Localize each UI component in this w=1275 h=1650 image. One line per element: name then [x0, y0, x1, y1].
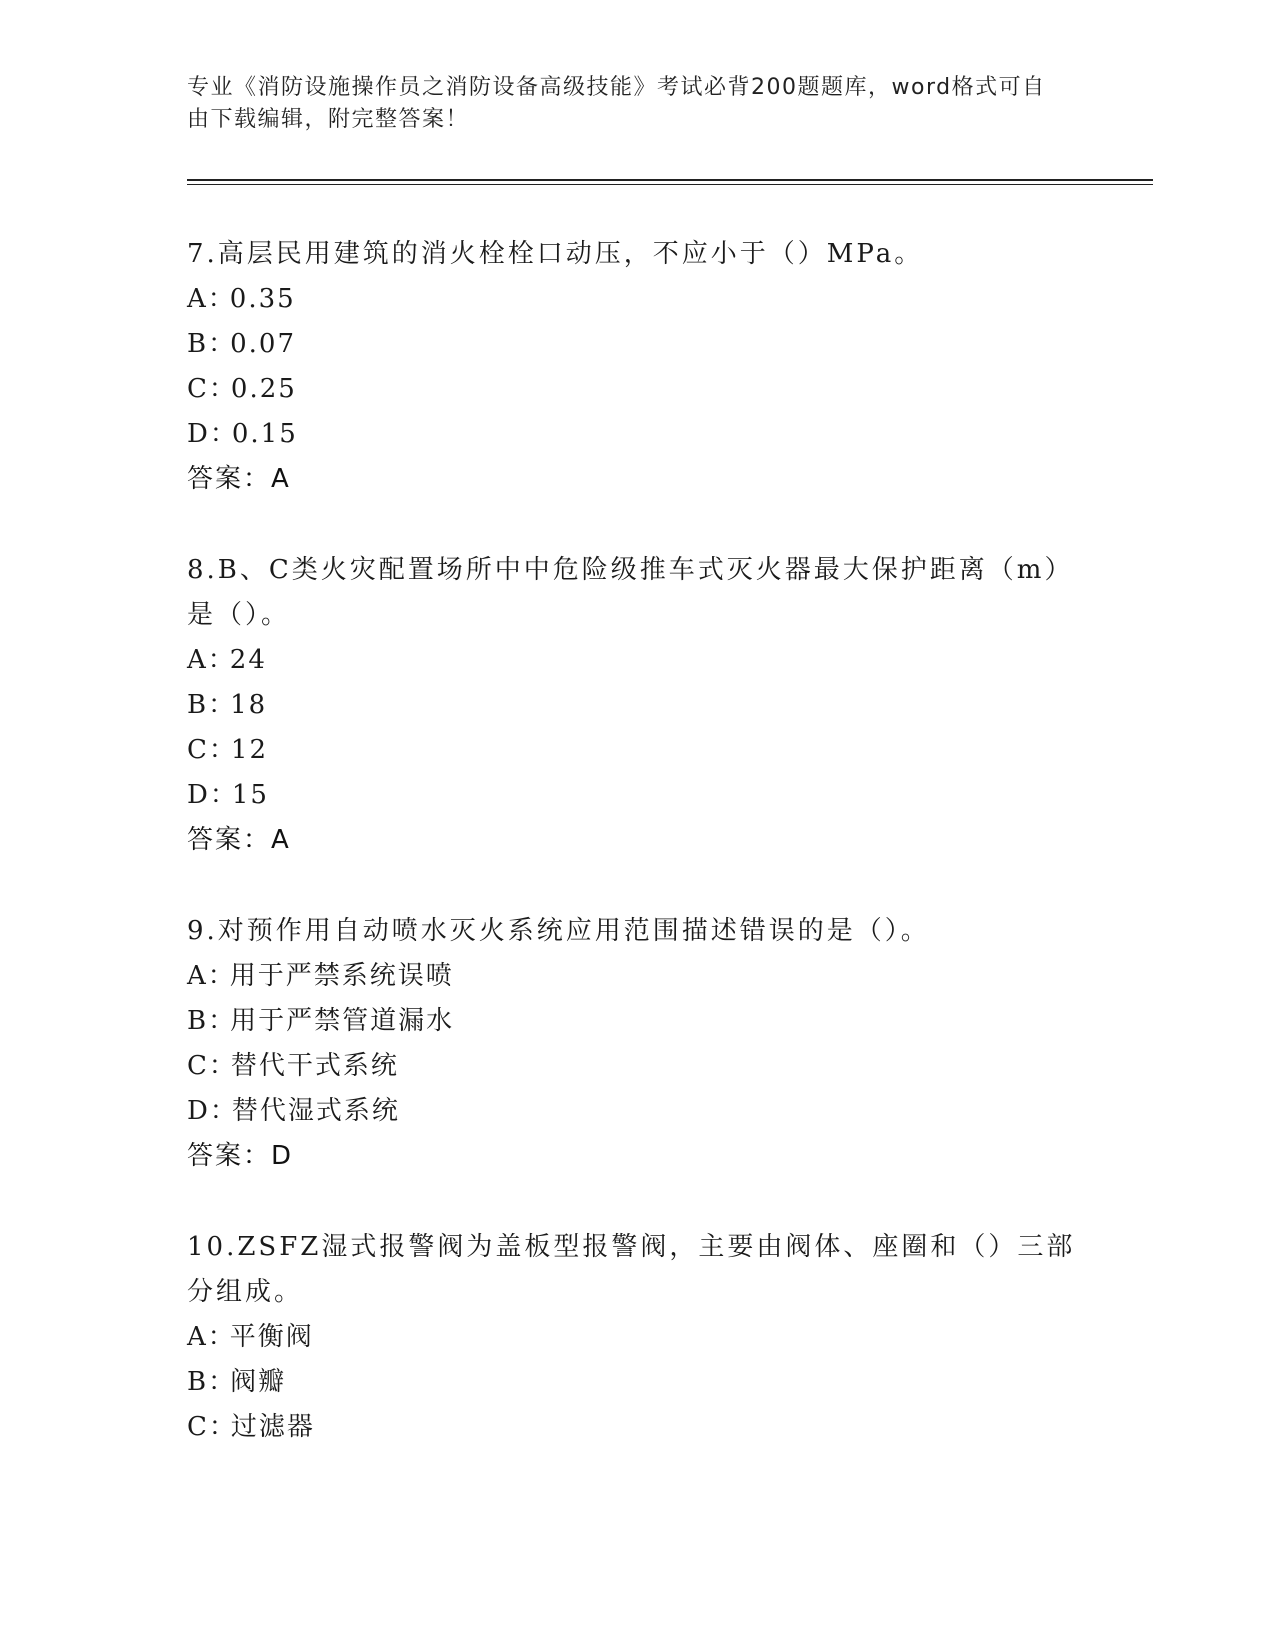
question-stem: 7.高层民用建筑的消火栓栓口动压，不应小于（）MPa。 [187, 239, 924, 269]
option-text: 用于严禁系统误喷 [229, 961, 454, 991]
option-key: A [187, 284, 208, 314]
option-separator: ： [209, 780, 238, 810]
answer-option [187, 412, 1087, 457]
option-separator: ： [207, 961, 236, 991]
answer-key: 答案：A [187, 464, 291, 494]
question-item [187, 232, 1087, 502]
option-separator: ： [208, 1367, 237, 1397]
answer-option [187, 1315, 1087, 1360]
question-item [187, 909, 1087, 1179]
answer-option [187, 999, 1087, 1044]
option-separator: ： [209, 419, 238, 449]
answer-option [187, 954, 1087, 999]
answer-option [187, 1044, 1087, 1089]
option-text: 15 [231, 780, 269, 810]
answer-option [187, 773, 1087, 818]
question-stem: 8.B、C类火灾配置场所中中危险级推车式灭火器最大保护距离（m）是（）。 [187, 555, 1074, 630]
option-text: 替代干式系统 [230, 1051, 399, 1081]
option-separator: ： [208, 1006, 237, 1036]
option-separator: ： [207, 645, 236, 675]
question-item [187, 1225, 1087, 1450]
option-text: 替代湿式系统 [231, 1096, 400, 1126]
option-key: B [187, 1006, 209, 1036]
option-separator: ： [208, 690, 237, 720]
answer-option [187, 683, 1087, 728]
option-key: D [187, 1096, 210, 1126]
option-text: 0.25 [230, 374, 297, 404]
option-text: 0.07 [230, 329, 296, 359]
document-intro: 专业《消防设施操作员之消防设备高级技能》考试必背200题题库，word格式可自由下载编辑，附完整答案！ [187, 75, 1046, 132]
option-text: 阀瓣 [230, 1367, 287, 1397]
question-stem: 9.对预作用自动喷水灭火系统应用范围描述错误的是（）。 [187, 916, 930, 946]
option-key: C [187, 374, 209, 404]
header-divider-thin [187, 184, 1153, 185]
option-separator: ： [208, 1412, 237, 1442]
option-text: 0.15 [231, 419, 298, 449]
option-key: B [187, 329, 209, 359]
option-separator: ： [208, 329, 237, 359]
answer-option [187, 322, 1087, 367]
header-divider-thick [187, 179, 1153, 181]
option-text: 过滤器 [230, 1412, 315, 1442]
answer-option [187, 1405, 1087, 1450]
option-text: 0.35 [229, 284, 296, 314]
option-text: 18 [230, 690, 268, 720]
option-key: D [187, 419, 210, 449]
option-text: 平衡阀 [229, 1322, 314, 1352]
option-key: C [187, 1412, 209, 1442]
option-key: A [187, 1322, 208, 1352]
option-key: C [187, 735, 209, 765]
option-key: B [187, 690, 209, 720]
option-separator: ： [209, 1096, 238, 1126]
answer-option [187, 728, 1087, 773]
question-list [187, 232, 1087, 1496]
answer-option [187, 367, 1087, 412]
question-item [187, 548, 1087, 863]
option-key: B [187, 1367, 209, 1397]
answer-option [187, 638, 1087, 683]
answer-option [187, 1360, 1087, 1405]
answer-option [187, 1089, 1087, 1134]
option-key: A [187, 645, 208, 675]
option-text: 24 [229, 645, 267, 675]
answer-key: 答案：D [187, 1141, 294, 1171]
option-separator: ： [207, 1322, 236, 1352]
option-key: C [187, 1051, 209, 1081]
option-separator: ： [207, 284, 236, 314]
answer-option [187, 277, 1087, 322]
option-text: 用于严禁管道漏水 [230, 1006, 455, 1036]
question-stem: 10.ZSFZ湿式报警阀为盖板型报警阀，主要由阀体、座圈和（）三部分组成。 [187, 1232, 1076, 1307]
option-separator: ： [208, 374, 237, 404]
option-key: A [187, 961, 208, 991]
option-key: D [187, 780, 210, 810]
answer-key: 答案：A [187, 825, 291, 855]
option-separator: ： [208, 1051, 237, 1081]
option-text: 12 [230, 735, 268, 765]
option-separator: ： [208, 735, 237, 765]
